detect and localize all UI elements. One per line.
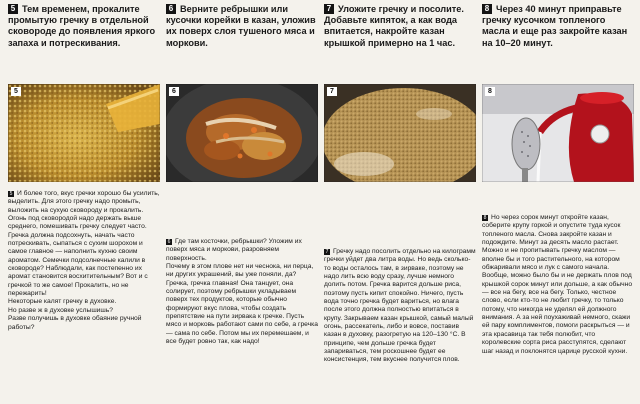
step-8-number: 8	[482, 4, 492, 14]
step-6-paragraph: Где там косточки, ребрышки? Уложим их поверх мяса и моркови, разровняем поверхность.	[166, 238, 302, 262]
step-8-body	[482, 214, 634, 356]
ribs-in-kazan-image	[166, 84, 318, 182]
step-7-body	[324, 248, 476, 365]
step-6-paragraph: Почему в этом плове нет ни чеснока, ни перца, ни других украшений, вы уже поняли, да? Гречка, гречка главная! Она танцует, она солирует, поэтому ребрышки укладываем поверх тех продуктов, которые обычно формируют вкус плова, чтобы создать препятствие на пути зирвака к гречке. Пусть мясо и морковь работают сами по себе, а гречка — сама по себе. Потом мы их перемешаем, и все будет ровно так, как надо!	[166, 263, 318, 346]
step-5	[8, 0, 160, 404]
step-6-photo-number: 6	[169, 87, 179, 96]
step-7-bullet: 7	[325, 249, 329, 255]
step-7-title: Уложите гречку и посолите. Добавьте кипяток, а как вода впитается, накройте казан крышкой примерно на 1 час.	[324, 4, 464, 48]
step-7-number: 7	[324, 4, 334, 14]
step-5-title: Тем временем, прокалите промытую гречку в отдельной сковороде до появления яркого запаха и потрескивания.	[8, 4, 156, 48]
step-6-body	[166, 238, 318, 346]
step-5-heading	[8, 4, 160, 84]
step-5-paragraph: Некоторые калят гречку в духовке.	[8, 298, 117, 306]
step-5-paragraph: Но разве ж в духовке услышишь?	[8, 306, 113, 314]
step-6-number: 6	[166, 4, 176, 14]
step-6-title: Верните ребрышки или кусочки корейки в казан, уложив их поверх слоя тушеного мяса и моркови.	[166, 4, 316, 48]
step-6-photo	[166, 84, 318, 182]
step-6-heading	[166, 4, 318, 84]
step-7-paragraph: Гречку надо посолить отдельно на килограмм гречки уйдет два литра воды. Но ведь сколько-то воды осталось там, в зирваке, поэтому не надо лить всю воду сразу, лучше немного долить потом. Гречка варится дольше риса, поэтому пусть кипит спокойно. Ничего, пусть вода точно гречка будет вариться, но влага после этого должна полностью впитаться в крупу. Закрываем казан крышкой, самый малый огонь, рассекатель, либо и вовсе, поставив казан в духовку, разогретую на 120–130 °С. В принципе, чем дольше гречка будет запариваться, тем роскошнее будет ее консистенция, тем вкуснее получится плов.	[324, 248, 476, 364]
step-7	[324, 0, 476, 404]
step-5-paragraph: Гречка должна подсохнуть, начать часто потрескивать, сыпаться с сухим шорохом и самое главное — наполнить кухню своим ароматом. Семечки подсолнечные калили в сковороде? Наблюдали, как постепенно их аромат становится восхитительным? Вот и с гречкой то же самое! Прокалить, но не пережарить!	[8, 231, 148, 298]
step-8-heading	[482, 4, 634, 84]
step-8-title: Через 40 минут приправьте гречку кусочком топленого масла и еще раз закройте казан на 10–20 минут.	[482, 4, 628, 48]
step-5-paragraph: И более того, вкус гречки хорошо бы усилить, выделить. Для этого гречку надо промыть, выложить на сухую сковороду и прокалить. Огонь под сковородой надо держать выше среднего, помешивать гречку следует часто.	[8, 190, 160, 231]
step-8-paragraph: Но через сорок минут откройте казан, соберите крупу горкой и опустите туда кусок топленого масла. Снова закройте казан и подождите. Минут за десять масло растает. Можно и не пропитывать гречку маслом — вполне бы и того растительного, на котором обжаривали мясо и лук с самого начала.	[482, 214, 621, 272]
red-kettle-and-strainer-image	[482, 84, 634, 182]
step-5-number: 5	[8, 4, 18, 14]
step-7-photo	[324, 84, 476, 182]
step-5-body	[8, 190, 160, 332]
step-5-photo-number: 5	[11, 87, 21, 96]
step-8-bullet: 8	[483, 215, 487, 221]
step-8	[482, 0, 634, 404]
step-8-paragraph: Вообще, можно было бы и не держать плов под крышкой сорок минут или дольше, а как обычно — все на бегу, все на бегу. Только, честное слово, если кто-то не любит гречку, то только потому, что никогда не уделял ей должного внимания. А за ней поухаживай немного, скажи ей пару комплиментов, помоги раскрыться — и эта красавица так тебя полюбит, что королевские сорта риса расступятся, сделают шаг назад и поклонятся царице русской кухни.	[482, 272, 633, 355]
buckwheat-in-kazan-image	[324, 84, 476, 182]
step-5-paragraph: Разве получишь в духовке обаяние ручной работы?	[8, 315, 142, 331]
step-7-heading	[324, 4, 476, 84]
step-6	[166, 0, 318, 404]
toasting-buckwheat-image	[8, 84, 160, 182]
step-7-photo-number: 7	[327, 87, 337, 96]
step-6-bullet: 6	[167, 239, 171, 245]
step-5-photo	[8, 84, 160, 182]
step-5-bullet: 5	[9, 191, 13, 197]
step-8-photo-number: 8	[485, 87, 495, 96]
step-8-photo	[482, 84, 634, 182]
